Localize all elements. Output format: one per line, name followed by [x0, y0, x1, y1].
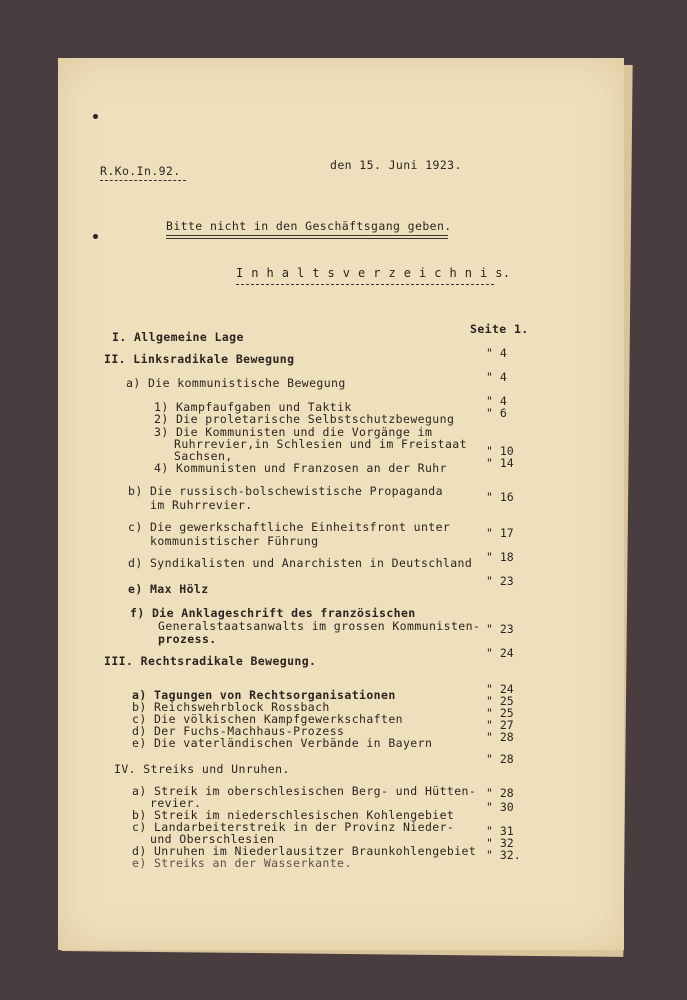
entry-ii-a-4-page: " 14 — [486, 456, 514, 470]
notice-underline-1 — [166, 235, 448, 236]
entry-ii-e: e) Max Hölz — [128, 582, 209, 596]
entry-ii-f: f) Die Anklageschrift des französischen — [130, 606, 416, 620]
entry-ii-b-page: " 16 — [486, 490, 514, 504]
notice: Bitte nicht in den Geschäftsgang geben. — [166, 219, 452, 233]
document-title: I n h a l t s v e r z e i c h n i s. — [236, 266, 511, 280]
entry-ii-c: c) Die gewerkschaftliche Einheitsfront unter — [128, 520, 451, 534]
entry-iii-b-page: " 25 — [486, 694, 514, 708]
entry-i: I. Allgemeine Lage — [112, 330, 244, 344]
entry-ii-c-line2: kommunistischer Führung — [150, 534, 319, 548]
entry-iii-e: e) Die vaterländischen Verbände in Bayern — [132, 736, 433, 750]
entry-iv-c-line2: und Oberschlesien — [150, 832, 275, 846]
entry-ii-b-line2: im Ruhrrevier. — [150, 498, 253, 512]
entry-ii-f-page: " 23 — [486, 622, 514, 636]
entry-iii-a-page: " 24 — [486, 682, 514, 696]
entry-iii: III. Rechtsradikale Bewegung. — [104, 654, 317, 668]
document-page — [58, 58, 624, 950]
entry-iv: IV. Streiks und Unruhen. — [114, 762, 290, 776]
entry-iii-page: " 24 — [486, 646, 514, 660]
entry-iii-c: c) Die völkischen Kampfgewerkschaften — [132, 712, 403, 726]
entry-ii-a-1-page: " 4 — [486, 394, 507, 408]
entry-ii-a-2-page: " 6 — [486, 406, 507, 420]
entry-ii-d: d) Syndikalisten und Anarchisten in Deutschland — [128, 556, 473, 570]
entry-ii-d-page: " 18 — [486, 550, 514, 564]
page-label: Seite 1. — [470, 322, 529, 336]
entry-iv-b: b) Streik im niederschlesischen Kohlengebiet — [132, 808, 455, 822]
entry-iv-a-page: " 28 — [486, 786, 514, 800]
entry-iv-c: c) Landarbeiterstreik in der Provinz Nieder- — [132, 820, 455, 834]
entry-iii-c-page: " 25 — [486, 706, 514, 720]
entry-iv-c-page: " 31 — [486, 824, 514, 838]
entry-ii-a-2: 2) Die proletarische Selbstschutzbewegung — [154, 412, 455, 426]
entry-iii-d-page: " 27 — [486, 718, 514, 732]
entry-iv-b-page: " 30 — [486, 800, 514, 814]
entry-ii-a-3-line2: Ruhrrevier,in Schlesien und im Freistaat — [174, 437, 467, 451]
entry-ii-b: b) Die russisch-bolschewistische Propaganda — [128, 484, 443, 498]
entry-iv-d: d) Unruhen im Niederlausitzer Braunkohlengebiet — [132, 844, 477, 858]
entry-ii-a: a) Die kommunistische Bewegung — [126, 376, 346, 390]
entry-iv-a-line2: revier. — [150, 796, 202, 810]
entry-iv-e-page: " 32. — [486, 848, 521, 862]
entry-iii-d: d) Der Fuchs-Machhaus-Prozess — [132, 724, 345, 738]
punch-hole-mid — [93, 234, 98, 239]
entry-ii-a-page: " 4 — [486, 370, 507, 384]
entry-iii-b: b) Reichswehrblock Rossbach — [132, 700, 330, 714]
entry-ii-a-3-page: " 10 — [486, 444, 514, 458]
entry-iii-a: a) Tagungen von Rechtsorganisationen — [132, 688, 396, 702]
entry-ii-a-1: 1) Kampfaufgaben und Taktik — [154, 400, 352, 414]
reference-underline — [100, 180, 186, 181]
punch-hole-top — [93, 114, 98, 119]
entry-iii-e-page: " 28 — [486, 730, 514, 744]
entry-ii-a-4: 4) Kommunisten und Franzosen an der Ruhr — [154, 461, 447, 475]
entry-iv-d-page: " 32 — [486, 836, 514, 850]
entry-iv-page: " 28 — [486, 752, 514, 766]
entry-ii-c-page: " 17 — [486, 526, 514, 540]
entry-ii-a-3-line3: Sachsen, — [174, 449, 233, 463]
title-underline — [236, 284, 494, 285]
entry-ii-e-page: " 23 — [486, 574, 514, 588]
entry-iv-a: a) Streik im oberschlesischen Berg- und Hütten- — [132, 784, 477, 798]
entry-ii-page: " 4 — [486, 346, 507, 360]
reference-number: R.Ko.In.92. — [100, 164, 181, 178]
entry-ii-a-3: 3) Die Kommunisten und die Vorgänge im — [154, 425, 433, 439]
notice-underline-2 — [166, 238, 448, 239]
entry-iv-e: e) Streiks an der Wasserkante. — [132, 856, 352, 870]
date: den 15. Juni 1923. — [330, 158, 462, 172]
entry-ii: II. Linksradikale Bewegung — [104, 352, 295, 366]
entry-ii-f-line2: Generalstaatsanwalts im grossen Kommunisten- — [158, 619, 481, 633]
entry-ii-f-line3: prozess. — [158, 632, 217, 646]
